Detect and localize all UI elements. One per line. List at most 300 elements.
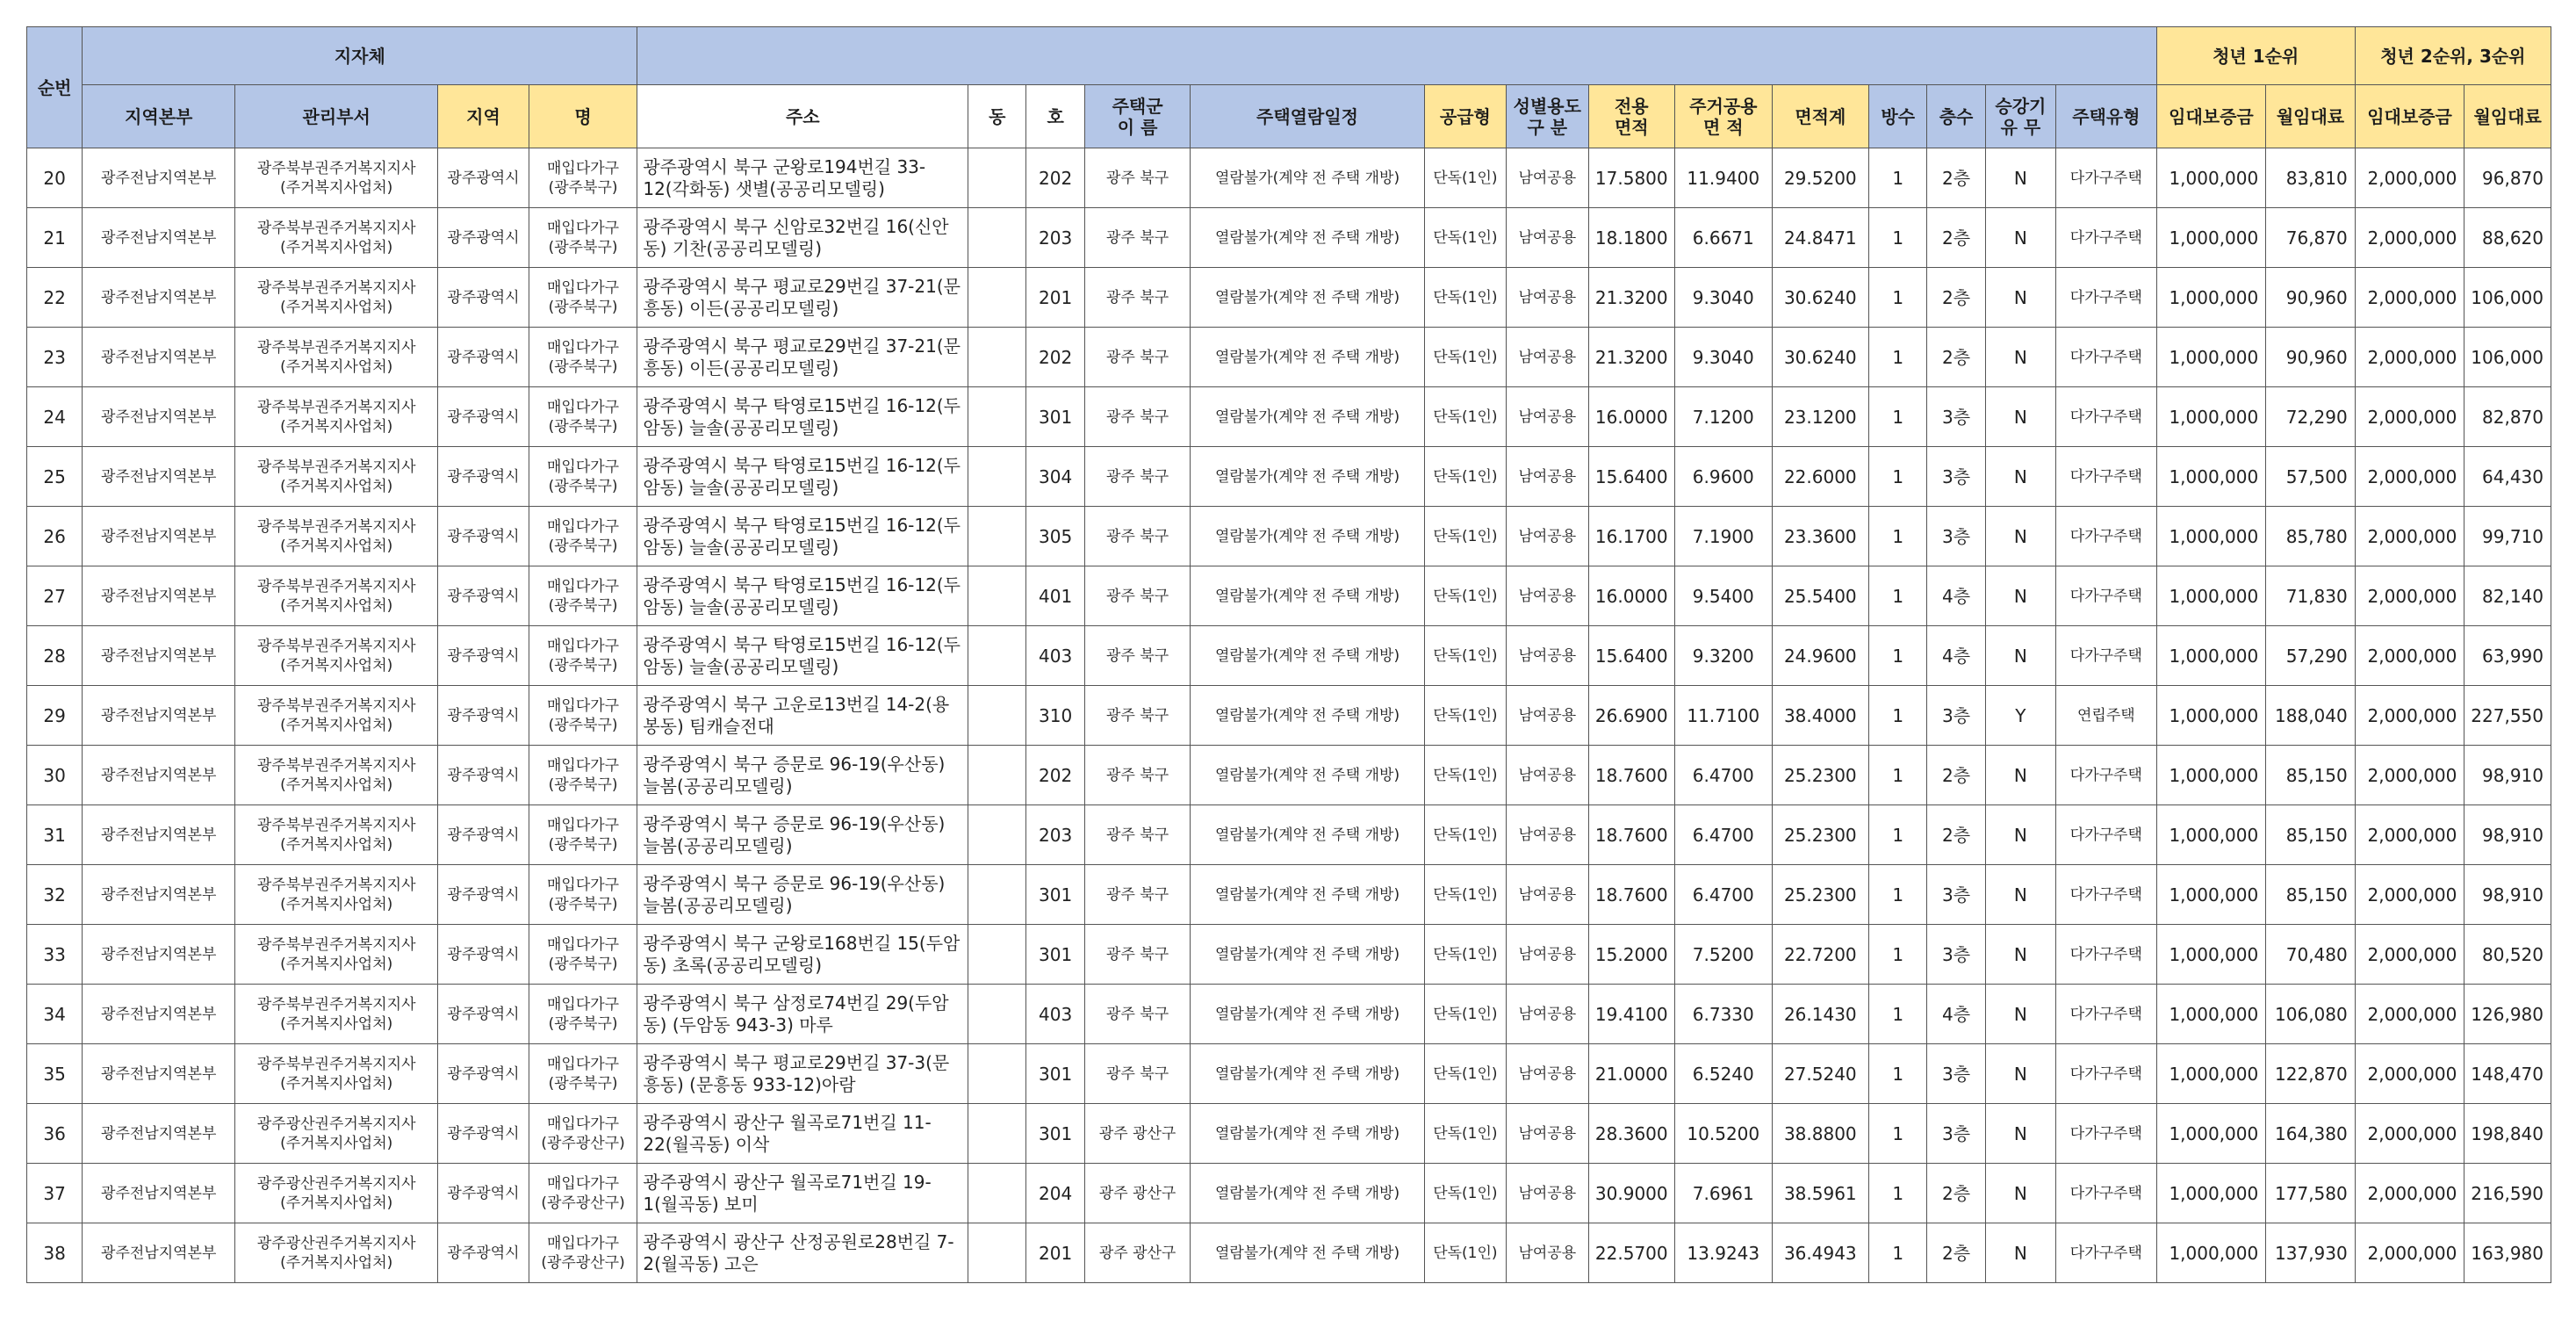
seq-cell: 21: [27, 208, 83, 268]
rank1-deposit-cell: 1,000,000: [2156, 985, 2266, 1044]
table-row: [27, 328, 2551, 387]
rooms-cell: 1: [1869, 447, 1927, 507]
housing-type-cell: 연립주택: [2056, 686, 2157, 746]
rank1-rent-cell: 70,480: [2266, 925, 2356, 985]
area-cell: 광주광역시: [438, 208, 529, 268]
total-area-cell: 38.4000: [1772, 686, 1869, 746]
name-cell: 매입다가구 (광주광산구): [529, 1223, 637, 1283]
seq-cell: 35: [27, 1044, 83, 1104]
column-header: 명: [529, 85, 637, 148]
rank1-deposit-cell: 1,000,000: [2156, 387, 2266, 447]
common-area-cell: 6.5240: [1675, 1044, 1773, 1104]
housing-type-cell: 다가구주택: [2056, 1223, 2157, 1283]
elevator-cell: N: [1985, 865, 2055, 925]
rank23-deposit-cell: 2,000,000: [2355, 387, 2464, 447]
gender-use-cell: 남여공용: [1507, 865, 1588, 925]
elevator-cell: N: [1985, 208, 2055, 268]
supply-type-cell: 단독(1인): [1424, 566, 1506, 626]
rank1-rent-cell: 188,040: [2266, 686, 2356, 746]
elevator-cell: Y: [1985, 686, 2055, 746]
floor-cell: 2층: [1927, 1164, 1985, 1223]
address-cell: 광주광역시 북구 증문로 96-19(우산동) 늘봄(공공리모델링): [637, 865, 968, 925]
gender-use-cell: 남여공용: [1507, 805, 1588, 865]
rooms-cell: 1: [1869, 1223, 1927, 1283]
rank23-deposit-cell: 2,000,000: [2355, 626, 2464, 686]
common-area-cell: 9.5400: [1675, 566, 1773, 626]
common-area-cell: 11.9400: [1675, 148, 1773, 208]
rank1-rent-cell: 76,870: [2266, 208, 2356, 268]
rank1-deposit-cell: 1,000,000: [2156, 268, 2266, 328]
rooms-cell: 1: [1869, 1164, 1927, 1223]
total-area-cell: 22.7200: [1772, 925, 1869, 985]
gender-use-cell: 남여공용: [1507, 268, 1588, 328]
rank23-rent-cell: 82,870: [2464, 387, 2551, 447]
housing-type-cell: 다가구주택: [2056, 328, 2157, 387]
exclusive-area-cell: 17.5800: [1588, 148, 1674, 208]
housing-group-cell: 광주 광산구: [1084, 1104, 1191, 1164]
exclusive-area-cell: 21.3200: [1588, 268, 1674, 328]
supply-type-cell: 단독(1인): [1424, 268, 1506, 328]
total-area-cell: 25.5400: [1772, 566, 1869, 626]
region-cell: 광주전남지역본부: [83, 387, 235, 447]
table-row: [27, 1104, 2551, 1164]
column-header: 지역: [438, 85, 529, 148]
exclusive-area-cell: 16.0000: [1588, 566, 1674, 626]
housing-type-cell: 다가구주택: [2056, 447, 2157, 507]
region-cell: 광주전남지역본부: [83, 1164, 235, 1223]
ho-cell: 202: [1026, 148, 1084, 208]
seq-cell: 37: [27, 1164, 83, 1223]
table-row: [27, 387, 2551, 447]
rank1-rent-cell: 57,290: [2266, 626, 2356, 686]
table-row: [27, 208, 2551, 268]
rank23-rent-cell: 106,000: [2464, 328, 2551, 387]
region-cell: 광주전남지역본부: [83, 746, 235, 805]
area-cell: 광주광역시: [438, 805, 529, 865]
rank23-rent-cell: 63,990: [2464, 626, 2551, 686]
schedule-cell: 열람불가(계약 전 주택 개방): [1191, 1104, 1424, 1164]
elevator-cell: N: [1985, 1104, 2055, 1164]
address-cell: 광주광역시 광산구 산정공원로28번길 7-2(월곡동) 고은: [637, 1223, 968, 1283]
header-group-rank23: 청년 2순위, 3순위: [2355, 27, 2551, 85]
gender-use-cell: 남여공용: [1507, 1104, 1588, 1164]
ho-cell: 401: [1026, 566, 1084, 626]
area-cell: 광주광역시: [438, 626, 529, 686]
area-cell: 광주광역시: [438, 925, 529, 985]
rank23-rent-cell: 98,910: [2464, 746, 2551, 805]
dong-cell: [968, 447, 1026, 507]
total-area-cell: 38.5961: [1772, 1164, 1869, 1223]
table-row: [27, 1164, 2551, 1223]
supply-type-cell: 단독(1인): [1424, 1164, 1506, 1223]
dept-cell: 광주북부권주거복지지사 (주거복지사업처): [235, 925, 438, 985]
rank1-rent-cell: 57,500: [2266, 447, 2356, 507]
column-header: 성별용도 구 분: [1507, 85, 1588, 148]
table-row: [27, 746, 2551, 805]
schedule-cell: 열람불가(계약 전 주택 개방): [1191, 985, 1424, 1044]
rank1-deposit-cell: 1,000,000: [2156, 328, 2266, 387]
elevator-cell: N: [1985, 566, 2055, 626]
rooms-cell: 1: [1869, 268, 1927, 328]
address-cell: 광주광역시 북구 평교로29번길 37-21(문흥동) 이든(공공리모델링): [637, 268, 968, 328]
gender-use-cell: 남여공용: [1507, 328, 1588, 387]
dong-cell: [968, 566, 1026, 626]
region-cell: 광주전남지역본부: [83, 507, 235, 566]
rank1-deposit-cell: 1,000,000: [2156, 566, 2266, 626]
exclusive-area-cell: 16.1700: [1588, 507, 1674, 566]
region-cell: 광주전남지역본부: [83, 566, 235, 626]
floor-cell: 4층: [1927, 985, 1985, 1044]
housing-group-cell: 광주 북구: [1084, 328, 1191, 387]
table-row: [27, 925, 2551, 985]
area-cell: 광주광역시: [438, 387, 529, 447]
rank23-deposit-cell: 2,000,000: [2355, 865, 2464, 925]
housing-group-cell: 광주 북구: [1084, 208, 1191, 268]
floor-cell: 3층: [1927, 507, 1985, 566]
region-cell: 광주전남지역본부: [83, 985, 235, 1044]
dept-cell: 광주북부권주거복지지사 (주거복지사업처): [235, 507, 438, 566]
rank1-deposit-cell: 1,000,000: [2156, 865, 2266, 925]
elevator-cell: N: [1985, 626, 2055, 686]
gender-use-cell: 남여공용: [1507, 686, 1588, 746]
ho-cell: 203: [1026, 805, 1084, 865]
supply-type-cell: 단독(1인): [1424, 328, 1506, 387]
rank23-rent-cell: 216,590: [2464, 1164, 2551, 1223]
supply-type-cell: 단독(1인): [1424, 208, 1506, 268]
name-cell: 매입다가구 (광주광산구): [529, 1104, 637, 1164]
gender-use-cell: 남여공용: [1507, 1223, 1588, 1283]
region-cell: 광주전남지역본부: [83, 268, 235, 328]
rank1-rent-cell: 106,080: [2266, 985, 2356, 1044]
exclusive-area-cell: 21.0000: [1588, 1044, 1674, 1104]
column-header: 주소: [637, 85, 968, 148]
exclusive-area-cell: 18.7600: [1588, 805, 1674, 865]
dong-cell: [968, 328, 1026, 387]
dept-cell: 광주북부권주거복지지사 (주거복지사업처): [235, 1044, 438, 1104]
common-area-cell: 6.7330: [1675, 985, 1773, 1044]
supply-type-cell: 단독(1인): [1424, 507, 1506, 566]
exclusive-area-cell: 15.6400: [1588, 626, 1674, 686]
floor-cell: 2층: [1927, 148, 1985, 208]
rooms-cell: 1: [1869, 507, 1927, 566]
address-cell: 광주광역시 광산구 월곡로71번길 19-1(월곡동) 보미: [637, 1164, 968, 1223]
housing-type-cell: 다가구주택: [2056, 268, 2157, 328]
header-seq: 순번: [27, 27, 83, 148]
area-cell: 광주광역시: [438, 148, 529, 208]
common-area-cell: 10.5200: [1675, 1104, 1773, 1164]
ho-cell: 301: [1026, 925, 1084, 985]
rank23-deposit-cell: 2,000,000: [2355, 208, 2464, 268]
seq-cell: 25: [27, 447, 83, 507]
schedule-cell: 열람불가(계약 전 주택 개방): [1191, 447, 1424, 507]
dept-cell: 광주북부권주거복지지사 (주거복지사업처): [235, 865, 438, 925]
name-cell: 매입다가구 (광주광산구): [529, 1164, 637, 1223]
total-area-cell: 26.1430: [1772, 985, 1869, 1044]
schedule-cell: 열람불가(계약 전 주택 개방): [1191, 148, 1424, 208]
common-area-cell: 6.4700: [1675, 865, 1773, 925]
exclusive-area-cell: 19.4100: [1588, 985, 1674, 1044]
seq-cell: 22: [27, 268, 83, 328]
column-header: 임대보증금: [2156, 85, 2266, 148]
address-cell: 광주광역시 북구 탁영로15번길 16-12(두암동) 늘솔(공공리모델링): [637, 507, 968, 566]
seq-cell: 23: [27, 328, 83, 387]
dong-cell: [968, 208, 1026, 268]
ho-cell: 202: [1026, 328, 1084, 387]
rank23-rent-cell: 64,430: [2464, 447, 2551, 507]
rooms-cell: 1: [1869, 626, 1927, 686]
rank23-rent-cell: 98,910: [2464, 865, 2551, 925]
rank1-rent-cell: 85,780: [2266, 507, 2356, 566]
ho-cell: 301: [1026, 387, 1084, 447]
table-row: [27, 686, 2551, 746]
ho-cell: 203: [1026, 208, 1084, 268]
column-header: 지역본부: [83, 85, 235, 148]
ho-cell: 403: [1026, 626, 1084, 686]
area-cell: 광주광역시: [438, 328, 529, 387]
exclusive-area-cell: 28.3600: [1588, 1104, 1674, 1164]
address-cell: 광주광역시 광산구 월곡로71번길 11-22(월곡동) 이삭: [637, 1104, 968, 1164]
column-header: 면적계: [1772, 85, 1869, 148]
column-header: 동: [968, 85, 1026, 148]
dong-cell: [968, 865, 1026, 925]
seq-cell: 26: [27, 507, 83, 566]
seq-cell: 27: [27, 566, 83, 626]
address-cell: 광주광역시 북구 탁영로15번길 16-12(두암동) 늘솔(공공리모델링): [637, 566, 968, 626]
dong-cell: [968, 1164, 1026, 1223]
schedule-cell: 열람불가(계약 전 주택 개방): [1191, 805, 1424, 865]
exclusive-area-cell: 15.6400: [1588, 447, 1674, 507]
dept-cell: 광주북부권주거복지지사 (주거복지사업처): [235, 686, 438, 746]
column-header: 방수: [1869, 85, 1927, 148]
housing-group-cell: 광주 북구: [1084, 985, 1191, 1044]
seq-cell: 24: [27, 387, 83, 447]
rank23-rent-cell: 82,140: [2464, 566, 2551, 626]
gender-use-cell: 남여공용: [1507, 387, 1588, 447]
housing-type-cell: 다가구주택: [2056, 1164, 2157, 1223]
floor-cell: 2층: [1927, 328, 1985, 387]
total-area-cell: 38.8800: [1772, 1104, 1869, 1164]
housing-type-cell: 다가구주택: [2056, 208, 2157, 268]
rank23-deposit-cell: 2,000,000: [2355, 686, 2464, 746]
dept-cell: 광주북부권주거복지지사 (주거복지사업처): [235, 805, 438, 865]
schedule-cell: 열람불가(계약 전 주택 개방): [1191, 328, 1424, 387]
rank1-rent-cell: 71,830: [2266, 566, 2356, 626]
dept-cell: 광주광산권주거복지지사 (주거복지사업처): [235, 1164, 438, 1223]
ho-cell: 305: [1026, 507, 1084, 566]
dong-cell: [968, 626, 1026, 686]
dept-cell: 광주북부권주거복지지사 (주거복지사업처): [235, 148, 438, 208]
exclusive-area-cell: 26.6900: [1588, 686, 1674, 746]
rank1-deposit-cell: 1,000,000: [2156, 1104, 2266, 1164]
housing-type-cell: 다가구주택: [2056, 1104, 2157, 1164]
area-cell: 광주광역시: [438, 268, 529, 328]
supply-type-cell: 단독(1인): [1424, 1044, 1506, 1104]
gender-use-cell: 남여공용: [1507, 566, 1588, 626]
name-cell: 매입다가구 (광주북구): [529, 387, 637, 447]
rank1-rent-cell: 90,960: [2266, 268, 2356, 328]
rank23-deposit-cell: 2,000,000: [2355, 1104, 2464, 1164]
schedule-cell: 열람불가(계약 전 주택 개방): [1191, 865, 1424, 925]
rank23-deposit-cell: 2,000,000: [2355, 985, 2464, 1044]
floor-cell: 3층: [1927, 925, 1985, 985]
housing-group-cell: 광주 북구: [1084, 566, 1191, 626]
rank23-rent-cell: 88,620: [2464, 208, 2551, 268]
supply-type-cell: 단독(1인): [1424, 447, 1506, 507]
region-cell: 광주전남지역본부: [83, 865, 235, 925]
supply-type-cell: 단독(1인): [1424, 387, 1506, 447]
total-area-cell: 30.6240: [1772, 328, 1869, 387]
housing-group-cell: 광주 북구: [1084, 148, 1191, 208]
housing-type-cell: 다가구주택: [2056, 985, 2157, 1044]
rank1-rent-cell: 85,150: [2266, 865, 2356, 925]
housing-group-cell: 광주 광산구: [1084, 1164, 1191, 1223]
schedule-cell: 열람불가(계약 전 주택 개방): [1191, 1223, 1424, 1283]
address-cell: 광주광역시 북구 고운로13번길 14-2(용봉동) 팀캐슬전대: [637, 686, 968, 746]
gender-use-cell: 남여공용: [1507, 626, 1588, 686]
rank1-rent-cell: 177,580: [2266, 1164, 2356, 1223]
address-cell: 광주광역시 북구 평교로29번길 37-21(문흥동) 이든(공공리모델링): [637, 328, 968, 387]
name-cell: 매입다가구 (광주북구): [529, 1044, 637, 1104]
housing-group-cell: 광주 북구: [1084, 686, 1191, 746]
floor-cell: 3층: [1927, 1104, 1985, 1164]
housing-group-cell: 광주 북구: [1084, 746, 1191, 805]
dept-cell: 광주북부권주거복지지사 (주거복지사업처): [235, 268, 438, 328]
common-area-cell: 6.9600: [1675, 447, 1773, 507]
housing-type-cell: 다가구주택: [2056, 626, 2157, 686]
column-header: 월임대료: [2464, 85, 2551, 148]
total-area-cell: 23.1200: [1772, 387, 1869, 447]
seq-cell: 20: [27, 148, 83, 208]
rank23-rent-cell: 80,520: [2464, 925, 2551, 985]
rank1-deposit-cell: 1,000,000: [2156, 148, 2266, 208]
name-cell: 매입다가구 (광주북구): [529, 268, 637, 328]
ho-cell: 301: [1026, 1044, 1084, 1104]
region-cell: 광주전남지역본부: [83, 1223, 235, 1283]
dong-cell: [968, 925, 1026, 985]
column-header: 호: [1026, 85, 1084, 148]
address-cell: 광주광역시 북구 군왕로168번길 15(두암동) 초록(공공리모델링): [637, 925, 968, 985]
table-row: [27, 985, 2551, 1044]
rank1-deposit-cell: 1,000,000: [2156, 447, 2266, 507]
supply-type-cell: 단독(1인): [1424, 865, 1506, 925]
rank1-deposit-cell: 1,000,000: [2156, 746, 2266, 805]
area-cell: 광주광역시: [438, 566, 529, 626]
schedule-cell: 열람불가(계약 전 주택 개방): [1191, 268, 1424, 328]
name-cell: 매입다가구 (광주북구): [529, 507, 637, 566]
exclusive-area-cell: 18.1800: [1588, 208, 1674, 268]
floor-cell: 3층: [1927, 865, 1985, 925]
name-cell: 매입다가구 (광주북구): [529, 805, 637, 865]
rooms-cell: 1: [1869, 746, 1927, 805]
column-header: 주택유형: [2056, 85, 2157, 148]
seq-cell: 36: [27, 1104, 83, 1164]
ho-cell: 301: [1026, 1104, 1084, 1164]
gender-use-cell: 남여공용: [1507, 208, 1588, 268]
region-cell: 광주전남지역본부: [83, 686, 235, 746]
rank1-rent-cell: 137,930: [2266, 1223, 2356, 1283]
elevator-cell: N: [1985, 925, 2055, 985]
gender-use-cell: 남여공용: [1507, 985, 1588, 1044]
total-area-cell: 27.5240: [1772, 1044, 1869, 1104]
housing-group-cell: 광주 북구: [1084, 387, 1191, 447]
region-cell: 광주전남지역본부: [83, 925, 235, 985]
total-area-cell: 23.3600: [1772, 507, 1869, 566]
address-cell: 광주광역시 북구 탁영로15번길 16-12(두암동) 늘솔(공공리모델링): [637, 387, 968, 447]
dong-cell: [968, 268, 1026, 328]
rank23-deposit-cell: 2,000,000: [2355, 507, 2464, 566]
housing-group-cell: 광주 북구: [1084, 268, 1191, 328]
housing-type-cell: 다가구주택: [2056, 566, 2157, 626]
table-row: [27, 865, 2551, 925]
region-cell: 광주전남지역본부: [83, 447, 235, 507]
dept-cell: 광주북부권주거복지지사 (주거복지사업처): [235, 985, 438, 1044]
rank23-deposit-cell: 2,000,000: [2355, 268, 2464, 328]
address-cell: 광주광역시 북구 증문로 96-19(우산동) 늘봄(공공리모델링): [637, 805, 968, 865]
housing-type-cell: 다가구주택: [2056, 925, 2157, 985]
gender-use-cell: 남여공용: [1507, 1164, 1588, 1223]
dong-cell: [968, 1223, 1026, 1283]
dept-cell: 광주북부권주거복지지사 (주거복지사업처): [235, 208, 438, 268]
dong-cell: [968, 148, 1026, 208]
elevator-cell: N: [1985, 1164, 2055, 1223]
rooms-cell: 1: [1869, 925, 1927, 985]
rank1-rent-cell: 122,870: [2266, 1044, 2356, 1104]
housing-type-cell: 다가구주택: [2056, 387, 2157, 447]
rank23-deposit-cell: 2,000,000: [2355, 746, 2464, 805]
area-cell: 광주광역시: [438, 686, 529, 746]
rank23-deposit-cell: 2,000,000: [2355, 148, 2464, 208]
floor-cell: 2층: [1927, 268, 1985, 328]
area-cell: 광주광역시: [438, 507, 529, 566]
common-area-cell: 6.4700: [1675, 805, 1773, 865]
rank23-rent-cell: 198,840: [2464, 1104, 2551, 1164]
table-row: [27, 447, 2551, 507]
exclusive-area-cell: 18.7600: [1588, 865, 1674, 925]
region-cell: 광주전남지역본부: [83, 328, 235, 387]
rank23-deposit-cell: 2,000,000: [2355, 805, 2464, 865]
housing-group-cell: 광주 북구: [1084, 805, 1191, 865]
housing-type-cell: 다가구주택: [2056, 746, 2157, 805]
common-area-cell: 9.3040: [1675, 328, 1773, 387]
rank1-deposit-cell: 1,000,000: [2156, 1044, 2266, 1104]
seq-cell: 38: [27, 1223, 83, 1283]
dept-cell: 광주북부권주거복지지사 (주거복지사업처): [235, 328, 438, 387]
total-area-cell: 30.6240: [1772, 268, 1869, 328]
exclusive-area-cell: 18.7600: [1588, 746, 1674, 805]
table-row: [27, 148, 2551, 208]
rank1-rent-cell: 83,810: [2266, 148, 2356, 208]
schedule-cell: 열람불가(계약 전 주택 개방): [1191, 626, 1424, 686]
header-group-jijache: 지자체: [83, 27, 637, 85]
region-cell: 광주전남지역본부: [83, 1104, 235, 1164]
name-cell: 매입다가구 (광주북구): [529, 865, 637, 925]
column-header: 층수: [1927, 85, 1985, 148]
schedule-cell: 열람불가(계약 전 주택 개방): [1191, 925, 1424, 985]
elevator-cell: N: [1985, 268, 2055, 328]
housing-group-cell: 광주 북구: [1084, 1044, 1191, 1104]
supply-type-cell: 단독(1인): [1424, 1223, 1506, 1283]
rooms-cell: 1: [1869, 865, 1927, 925]
region-cell: 광주전남지역본부: [83, 208, 235, 268]
dong-cell: [968, 686, 1026, 746]
rank23-rent-cell: 126,980: [2464, 985, 2551, 1044]
rank23-deposit-cell: 2,000,000: [2355, 1164, 2464, 1223]
rooms-cell: 1: [1869, 1104, 1927, 1164]
table-row: [27, 1223, 2551, 1283]
rank1-deposit-cell: 1,000,000: [2156, 1164, 2266, 1223]
area-cell: 광주광역시: [438, 865, 529, 925]
total-area-cell: 29.5200: [1772, 148, 1869, 208]
